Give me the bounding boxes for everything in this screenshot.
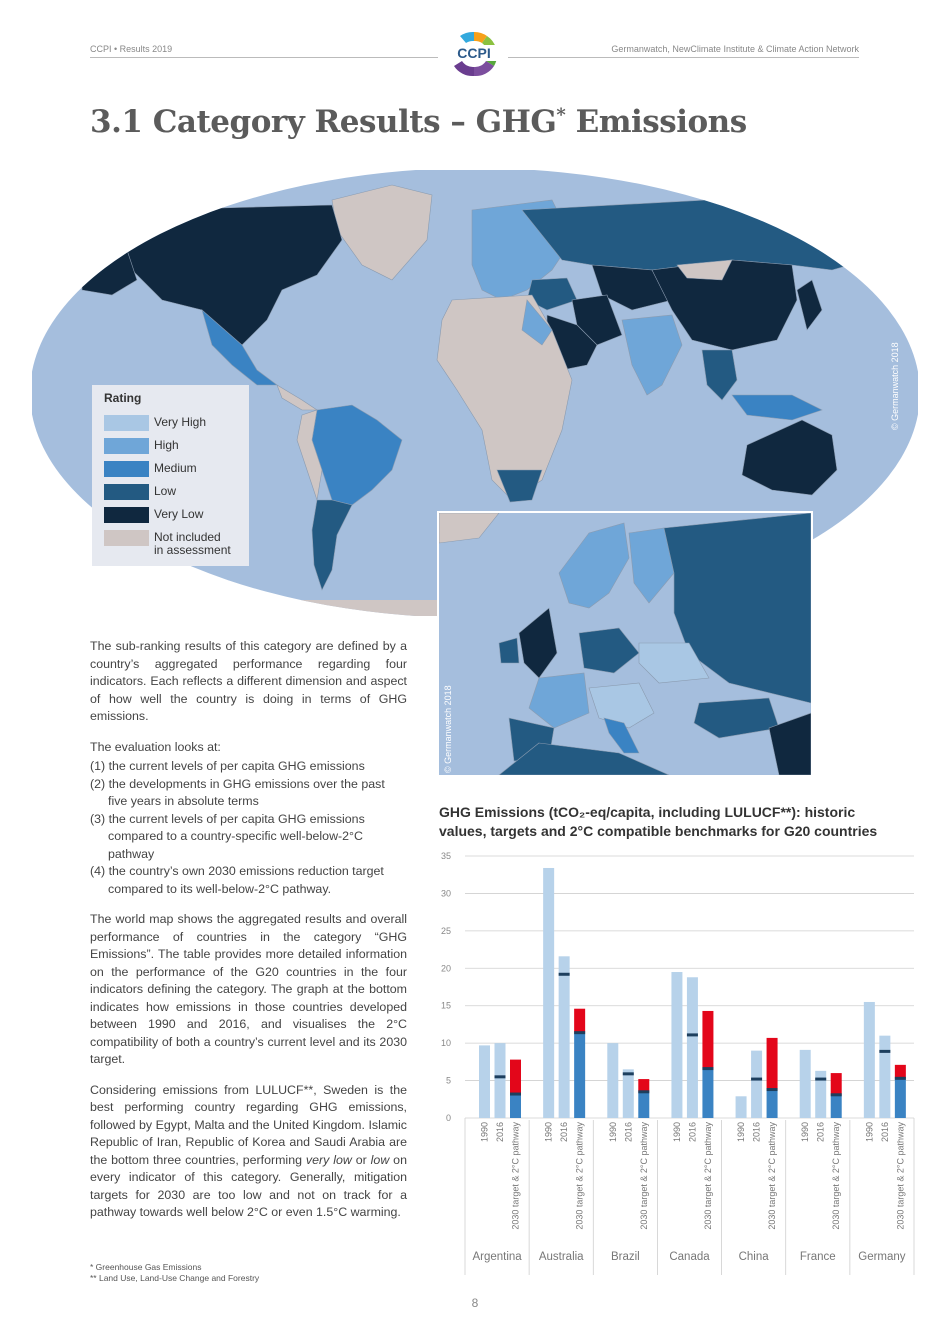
paragraph-evaluation: The evaluation looks at: [90, 739, 221, 754]
country-label: Canada [669, 1251, 710, 1263]
bar-2016 [751, 1051, 762, 1118]
paragraph-results: Considering emissions from LULUCF**, Sweden is the best performing country regarding GHG emissions, followed by Egypt, Malta and the United Kingdom. Islamic Republic of Iran, Republic of Korea and Saudi Arabia are the bottom three countries, performing very low or low on every indicator of this category. Generally, mitigation targets for 2030 are too low and not on track for a pathway towards well below 2°C or even 1.5°C warming. [90, 1082, 407, 1219]
footnote-ghg: * Greenhouse Gas Emissions [90, 1262, 202, 1272]
bar-1990 [543, 868, 554, 1118]
legend-swatch-very-low [104, 507, 149, 523]
bar-2030-pathway [895, 1078, 906, 1118]
pathway-2016-marker [687, 1033, 698, 1036]
y-tick-label: 25 [440, 925, 451, 936]
bar-1990 [607, 1043, 618, 1118]
bar-label: 1990 [479, 1122, 490, 1143]
legend-label-not-included: Not included in assessment [154, 530, 231, 557]
header-right: Germanwatch, NewClimate Institute & Climate Action Network [611, 44, 859, 54]
country-label: Germany [858, 1251, 906, 1263]
bar-label: 2016 [879, 1122, 890, 1143]
legend-label-very-high: Very High [154, 415, 207, 429]
bar-2016 [687, 977, 698, 1118]
bar-label: 1990 [736, 1122, 747, 1143]
page-title: 3.1 Category Results – GHG* Emissions [90, 104, 747, 140]
bar-label: 2030 target & 2°C pathway [702, 1122, 713, 1230]
paragraph-intro: The sub-ranking results of this category are defined by a country’s aggregated performance regarding four indicators. Each reflects a different dimension and aspect of how well the country is doing in terms of GHG emissions. [90, 639, 407, 723]
bar-label: 1990 [671, 1122, 682, 1143]
bar-label: 2030 target & 2°C pathway [638, 1122, 649, 1230]
pathway-2016-marker [815, 1078, 826, 1081]
y-tick-label: 0 [445, 1113, 451, 1123]
body-text [90, 638, 407, 1235]
bar-2030-pathway [574, 1033, 585, 1118]
list-item: (1) the current levels of per capita GHG emissions [90, 759, 365, 773]
bar-2030-target-gap [574, 1009, 585, 1033]
bar-1990 [671, 972, 682, 1118]
legend-title: Rating [104, 391, 142, 405]
bar-1990 [736, 1096, 747, 1118]
country-label: Australia [538, 1251, 584, 1263]
bar-label: 2030 target & 2°C pathway [510, 1122, 521, 1230]
pathway-2030-marker [895, 1077, 906, 1080]
bar-2030-pathway [510, 1094, 521, 1118]
ccpi-logo [440, 26, 508, 82]
europe-inset-map [437, 511, 813, 777]
bar-2030-target-gap [831, 1073, 842, 1095]
pathway-2016-marker [879, 1050, 890, 1053]
pathway-2016-marker [623, 1072, 634, 1075]
bar-label: 1990 [864, 1122, 875, 1143]
bar-2030-pathway [702, 1069, 713, 1118]
pathway-2030-marker [767, 1088, 778, 1091]
bar-2030-target-gap [702, 1011, 713, 1069]
inset-credit: © Germanwatch 2018 [443, 685, 453, 773]
bar-2016 [559, 956, 570, 1118]
pathway-2030-marker [638, 1090, 649, 1093]
y-tick-label: 15 [440, 1000, 451, 1011]
pathway-2030-marker [831, 1093, 842, 1096]
footnotes [90, 1262, 259, 1284]
bar-label: 2016 [815, 1122, 826, 1143]
country-label: China [738, 1251, 769, 1263]
map-legend [92, 385, 249, 566]
legend-swatch-low [104, 484, 149, 500]
header-left: CCPI • Results 2019 [90, 44, 173, 54]
pathway-2030-marker [510, 1093, 521, 1096]
header-rule-left [90, 57, 438, 58]
y-tick-label: 35 [440, 851, 451, 861]
bar-label: 2016 [495, 1122, 505, 1143]
page-number: 8 [471, 1296, 479, 1310]
country-label: France [799, 1251, 836, 1263]
legend-swatch-medium [104, 461, 149, 477]
bar-label: 2030 target & 2°C pathway [574, 1122, 585, 1230]
pathway-2030-marker [702, 1067, 713, 1070]
bar-label: 2030 target & 2°C pathway [831, 1122, 842, 1230]
chart-title: GHG Emissions (tCO₂-eq/capita, including LULUCF**): historic values, targets and 2°C compatible benchmarks for G20 countries [439, 804, 878, 839]
y-tick-label: 20 [440, 963, 451, 974]
bar-2016 [495, 1043, 506, 1118]
bar-2030-target-gap [767, 1038, 778, 1090]
bar-1990 [479, 1045, 490, 1118]
list-item: (4) the country’s own 2030 emissions reduction target compared to its well-below-2°C pathway. [90, 864, 384, 896]
country-label: Argentina [472, 1251, 522, 1263]
emissions-chart [435, 845, 925, 1277]
bar-label: 2016 [559, 1122, 570, 1143]
y-tick-label: 10 [440, 1038, 451, 1049]
bar-1990 [864, 1002, 875, 1118]
legend-swatch-not-included [104, 530, 149, 546]
pathway-2030-marker [574, 1031, 585, 1034]
footnote-lulucf: ** Land Use, Land-Use Change and Forestry [90, 1273, 260, 1283]
bar-label: 2030 target & 2°C pathway [767, 1122, 778, 1230]
bar-label: 2016 [687, 1122, 698, 1143]
header-rule-right [508, 57, 859, 58]
bar-label: 1990 [800, 1122, 811, 1143]
y-tick-label: 5 [445, 1075, 451, 1086]
bar-2030-target-gap [638, 1079, 649, 1092]
europe-inset-svg [439, 513, 811, 775]
bar-2030-target-gap [895, 1065, 906, 1078]
legend-label-low: Low [154, 484, 177, 498]
pathway-2016-marker [559, 973, 570, 976]
bar-2030-pathway [767, 1090, 778, 1118]
list-item: (3) the current levels of per capita GHG emissions compared to a country-specific well-below-2°C pathway [90, 811, 365, 861]
list-item: (2) the developments in GHG emissions over the past five years in absolute terms [90, 776, 385, 808]
bar-label: 2030 target & 2°C pathway [895, 1122, 906, 1230]
legend-label-medium: Medium [154, 461, 197, 475]
indicator-list [90, 758, 407, 898]
paragraph-worldmap: The world map shows the aggregated results and overall performance of countries in the category “GHG Emissions”. The table provides more detailed information on the performance of the G20 countries in the four indicators defining the category. The graph at the bottom indicates how emissions in those countries developed between 1990 and 2016, and visualises the 2°C compatibility of both a country’s current level and its 2030 target. [90, 912, 407, 1066]
map-credit: © Germanwatch 2018 [890, 342, 900, 430]
bar-2030-target-gap [510, 1060, 521, 1094]
pathway-2016-marker [495, 1075, 506, 1078]
bar-2016 [879, 1036, 890, 1118]
bar-label: 1990 [543, 1122, 554, 1143]
legend-label-high: High [154, 438, 179, 452]
bar-label: 1990 [607, 1122, 618, 1143]
legend-swatch-very-high [104, 415, 149, 431]
legend-swatch-high [104, 438, 149, 454]
bar-label: 2016 [623, 1122, 634, 1143]
bar-2016 [623, 1069, 634, 1118]
country-label: Brazil [610, 1251, 640, 1263]
legend-label-very-low: Very Low [154, 507, 204, 521]
bar-label: 2016 [751, 1122, 762, 1143]
pathway-2016-marker [751, 1078, 762, 1081]
bar-2030-pathway [831, 1095, 842, 1118]
bar-2030-pathway [638, 1092, 649, 1118]
y-tick-label: 30 [440, 888, 451, 899]
logo-text: CCPI [457, 45, 491, 61]
bar-1990 [800, 1050, 811, 1118]
